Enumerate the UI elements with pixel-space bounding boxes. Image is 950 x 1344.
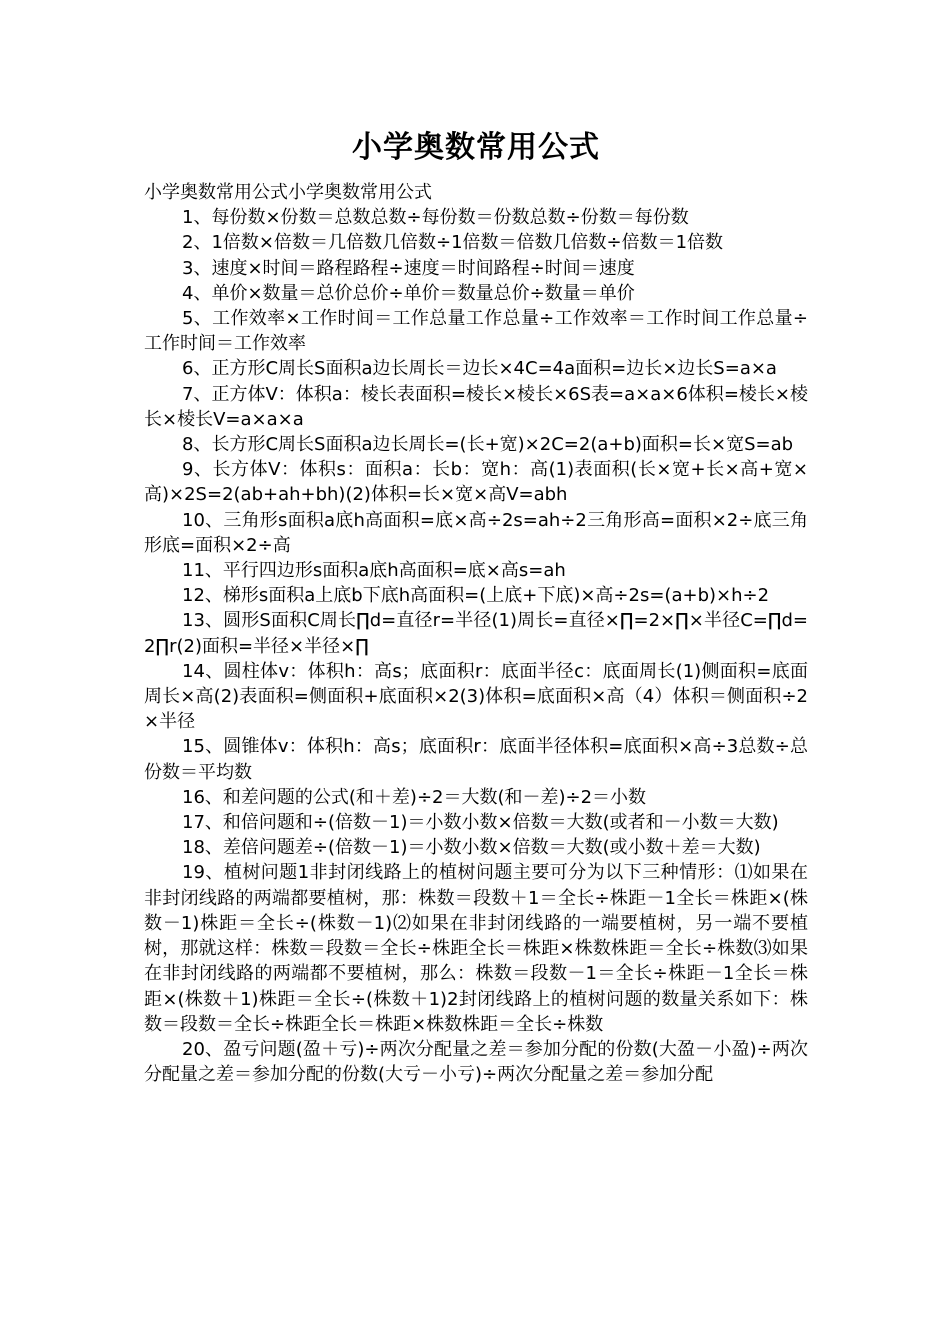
formula-item-12: 12、梯形s面积a上底b下底h高面积=(上底+下底)×高÷2s=(a+b)×h÷2	[182, 585, 770, 607]
formula-item-17: 17、和倍问题和÷(倍数－1)＝小数小数×倍数＝大数(或者和－小数＝大数)	[182, 812, 779, 834]
formula-item-15: 15、圆锥体v：体积h：高s；底面积r：底面半径体积=底面积×高÷3总数÷总份数＝平均数	[144, 736, 808, 783]
document-page	[144, 0, 808, 1087]
formula-item-18: 18、差倍问题差÷(倍数－1)＝小数小数×倍数＝大数(或小数＋差＝大数)	[182, 837, 761, 859]
formula-item-1: 1、每份数×份数＝总数总数÷每份数＝份数总数÷份数＝每份数	[182, 207, 689, 229]
formula-item-7: 7、正方体V：体积a：棱长表面积=棱长×棱长×6S表=a×a×6体积=棱长×棱长×棱长V=a×a×a	[144, 383, 808, 430]
formula-item-13: 13、圆形S面积C周长∏d=直径r=半径(1)周长=直径×∏=2×∏×半径C=∏d=2∏r(2)面积=半径×半径×∏	[144, 610, 808, 657]
formula-item-2: 2、1倍数×倍数＝几倍数几倍数÷1倍数＝倍数几倍数÷倍数＝1倍数	[182, 232, 724, 254]
formula-item-16: 16、和差问题的公式(和＋差)÷2＝大数(和－差)÷2＝小数	[182, 786, 647, 808]
intro-line: 小学奥数常用公式小学奥数常用公式	[144, 182, 432, 203]
formula-item-19: 19、植树问题1非封闭线路上的植树问题主要可分为以下三种情形：⑴如果在非封闭线路的两端都要植树，那：株数＝段数＋1＝全长÷株距－1全长＝株距×(株数－1)株距＝全长÷(株数－1)⑵如果在非封闭线路的一端要植树，另一端不要植树，那就这样：株数＝段数＝全长÷株距全长＝株距×株数株距＝全长÷株数⑶如果在非封闭线路的两端都不要植树，那么：株数＝段数－1＝全长÷株距－1全长＝株距×(株数＋1)株距＝全长÷(株数＋1)2封闭线路上的植树问题的数量关系如下：株数＝段数＝全长÷株距全长＝株距×株数株距＝全长÷株数	[144, 862, 808, 1035]
formula-item-10: 10、三角形s面积a底h高面积=底×高÷2s=ah÷2三角形高=面积×2÷底三角形底=面积×2÷高	[144, 509, 808, 556]
formula-body	[144, 180, 808, 1087]
formula-item-9: 9、长方体V：体积s：面积a：长b：宽h：高(1)表面积(长×宽+长×高+宽×高)×2S=2(ab+ah+bh)(2)体积=长×宽×高V=abh	[144, 459, 808, 506]
formula-item-11: 11、平行四边形s面积a底h高面积=底×高s=ah	[182, 560, 566, 582]
formula-item-4: 4、单价×数量＝总价总价÷单价＝数量总价÷数量＝单价	[182, 282, 635, 304]
formula-item-3: 3、速度×时间＝路程路程÷速度＝时间路程÷时间＝速度	[182, 257, 635, 279]
formula-item-14: 14、圆柱体v：体积h：高s；底面积r：底面半径c：底面周长(1)侧面积=底面周长×高(2)表面积=侧面积+底面积×2(3)体积=底面积×高（4）体积＝侧面积÷2×半径	[144, 660, 808, 733]
page-title: 小学奥数常用公式	[352, 130, 600, 165]
formula-item-5: 5、工作效率×工作时间＝工作总量工作总量÷工作效率＝工作时间工作总量÷工作时间＝工作效率	[144, 308, 808, 355]
formula-item-20: 20、盈亏问题(盈＋亏)÷两次分配量之差＝参加分配的份数(大盈－小盈)÷两次分配量之差＝参加分配的份数(大亏－小亏)÷两次分配量之差＝参加分配	[144, 1038, 808, 1086]
formula-item-6: 6、正方形C周长S面积a边长周长＝边长×4C=4a面积=边长×边长S=a×a	[182, 358, 777, 380]
formula-item-8: 8、长方形C周长S面积a边长周长=(长+宽)×2C=2(a+b)面积=长×宽S=ab	[182, 434, 794, 456]
